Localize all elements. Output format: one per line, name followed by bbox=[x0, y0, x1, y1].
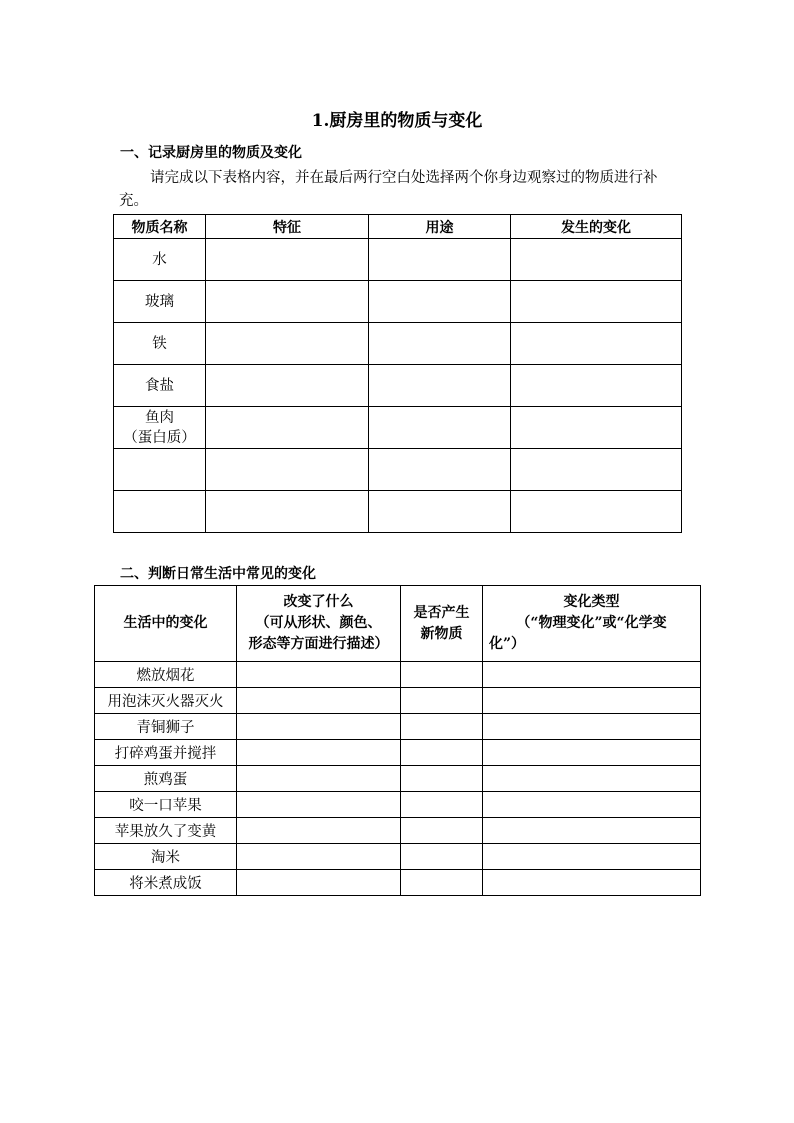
life-change-cell: 淘米 bbox=[95, 844, 237, 870]
header-substance-name: 物质名称 bbox=[114, 215, 206, 239]
what-changed-cell[interactable] bbox=[237, 818, 401, 844]
header-line: （可从形状、颜色、 bbox=[255, 615, 382, 631]
substance-name-cell bbox=[114, 407, 206, 449]
changes-cell[interactable] bbox=[511, 407, 682, 449]
characteristics-cell[interactable] bbox=[206, 323, 369, 365]
what-changed-cell[interactable] bbox=[237, 662, 401, 688]
what-changed-cell[interactable] bbox=[237, 766, 401, 792]
change-type-cell[interactable] bbox=[483, 844, 701, 870]
table-row bbox=[95, 662, 701, 688]
header-line: 形态等方面进行描述） bbox=[248, 636, 389, 652]
section2-heading: 二、判断日常生活中常见的变化 bbox=[120, 566, 316, 582]
substance-name: 水 bbox=[152, 251, 167, 268]
changes-cell[interactable] bbox=[511, 239, 682, 281]
new-substance-cell[interactable] bbox=[401, 844, 483, 870]
substance-name-cell bbox=[114, 449, 206, 491]
change-type-cell[interactable] bbox=[483, 818, 701, 844]
header-line: 新物质 bbox=[420, 625, 463, 642]
change-type-cell[interactable] bbox=[483, 662, 701, 688]
change-type-cell[interactable] bbox=[483, 714, 701, 740]
characteristics-cell[interactable] bbox=[206, 365, 369, 407]
section1-heading: 一、记录厨房里的物质及变化 bbox=[120, 145, 302, 161]
header-new-substance bbox=[401, 586, 483, 662]
header-line: 改变了什么 bbox=[283, 594, 354, 610]
life-change-cell: 打碎鸡蛋并搅拌 bbox=[95, 740, 237, 766]
what-changed-cell[interactable] bbox=[237, 844, 401, 870]
characteristics-cell[interactable] bbox=[206, 239, 369, 281]
page-title: 1.厨房里的物质与变化 bbox=[311, 111, 483, 131]
table-row bbox=[114, 449, 682, 491]
uses-cell[interactable] bbox=[369, 323, 511, 365]
uses-cell[interactable] bbox=[369, 281, 511, 323]
characteristics-cell[interactable] bbox=[206, 449, 369, 491]
table-header-row bbox=[114, 215, 682, 239]
life-change-cell: 苹果放久了变黄 bbox=[95, 818, 237, 844]
header-changes: 发生的变化 bbox=[511, 215, 682, 239]
changes-cell[interactable] bbox=[511, 323, 682, 365]
table-row bbox=[95, 792, 701, 818]
what-changed-cell[interactable] bbox=[237, 870, 401, 896]
what-changed-cell[interactable] bbox=[237, 740, 401, 766]
header-life-change: 生活中的变化 bbox=[95, 586, 237, 662]
header-uses: 用途 bbox=[369, 215, 511, 239]
what-changed-cell[interactable] bbox=[237, 792, 401, 818]
header-change-type bbox=[483, 586, 701, 662]
new-substance-cell[interactable] bbox=[401, 766, 483, 792]
life-change-cell: 咬一口苹果 bbox=[95, 792, 237, 818]
changes-cell[interactable] bbox=[511, 365, 682, 407]
section1-instructions: 请完成以下表格内容，并在最后两行空白处选择两个你身边观察过的物质进行补充。 bbox=[119, 170, 658, 209]
change-type-cell[interactable] bbox=[483, 792, 701, 818]
new-substance-cell[interactable] bbox=[401, 662, 483, 688]
life-change-cell: 燃放烟花 bbox=[95, 662, 237, 688]
life-change-cell: 煎鸡蛋 bbox=[95, 766, 237, 792]
table-row bbox=[95, 766, 701, 792]
new-substance-cell[interactable] bbox=[401, 688, 483, 714]
table-row bbox=[114, 407, 682, 449]
table-row bbox=[95, 844, 701, 870]
new-substance-cell[interactable] bbox=[401, 818, 483, 844]
substance-name: 铁 bbox=[152, 335, 167, 352]
header-line: （“物理变化”或“化学变 bbox=[516, 615, 667, 631]
substance-name-cell bbox=[114, 323, 206, 365]
substance-name: 食盐 bbox=[145, 377, 174, 394]
header-what-changed bbox=[237, 586, 401, 662]
substance-name: 玻璃 bbox=[145, 293, 174, 310]
changes-cell[interactable] bbox=[511, 491, 682, 533]
change-type-cell[interactable] bbox=[483, 740, 701, 766]
header-line: 是否产生 bbox=[413, 604, 470, 621]
table-row bbox=[114, 239, 682, 281]
changes-cell[interactable] bbox=[511, 449, 682, 491]
change-type-cell[interactable] bbox=[483, 688, 701, 714]
change-judgement-table bbox=[94, 585, 701, 896]
substance-name-cell bbox=[114, 491, 206, 533]
characteristics-cell[interactable] bbox=[206, 407, 369, 449]
uses-cell[interactable] bbox=[369, 491, 511, 533]
table-row bbox=[114, 323, 682, 365]
table-row bbox=[114, 281, 682, 323]
table-row bbox=[114, 365, 682, 407]
changes-cell[interactable] bbox=[511, 281, 682, 323]
life-change-cell: 将米煮成饭 bbox=[95, 870, 237, 896]
substance-subname: （蛋白质） bbox=[123, 429, 196, 446]
uses-cell[interactable] bbox=[369, 407, 511, 449]
life-change-cell: 用泡沫灭火器灭火 bbox=[95, 688, 237, 714]
change-type-cell[interactable] bbox=[483, 870, 701, 896]
table-row bbox=[95, 870, 701, 896]
header-characteristics: 特征 bbox=[206, 215, 369, 239]
table-header-row bbox=[95, 586, 701, 662]
what-changed-cell[interactable] bbox=[237, 714, 401, 740]
table-row bbox=[95, 714, 701, 740]
what-changed-cell[interactable] bbox=[237, 688, 401, 714]
table-row bbox=[95, 818, 701, 844]
header-line: 变化类型 bbox=[563, 594, 620, 610]
change-type-cell[interactable] bbox=[483, 766, 701, 792]
table-row bbox=[95, 740, 701, 766]
uses-cell[interactable] bbox=[369, 365, 511, 407]
new-substance-cell[interactable] bbox=[401, 792, 483, 818]
characteristics-cell[interactable] bbox=[206, 491, 369, 533]
substance-name-cell bbox=[114, 281, 206, 323]
new-substance-cell[interactable] bbox=[401, 714, 483, 740]
substance-name-cell bbox=[114, 365, 206, 407]
life-change-cell: 青铜狮子 bbox=[95, 714, 237, 740]
header-line: 化”） bbox=[489, 636, 526, 652]
uses-cell[interactable] bbox=[369, 449, 511, 491]
new-substance-cell[interactable] bbox=[401, 870, 483, 896]
new-substance-cell[interactable] bbox=[401, 740, 483, 766]
substance-record-table bbox=[113, 214, 682, 533]
characteristics-cell[interactable] bbox=[206, 281, 369, 323]
substance-name: 鱼肉 bbox=[145, 409, 174, 426]
substance-name-cell bbox=[114, 239, 206, 281]
table-row bbox=[95, 688, 701, 714]
uses-cell[interactable] bbox=[369, 239, 511, 281]
table-row bbox=[114, 491, 682, 533]
